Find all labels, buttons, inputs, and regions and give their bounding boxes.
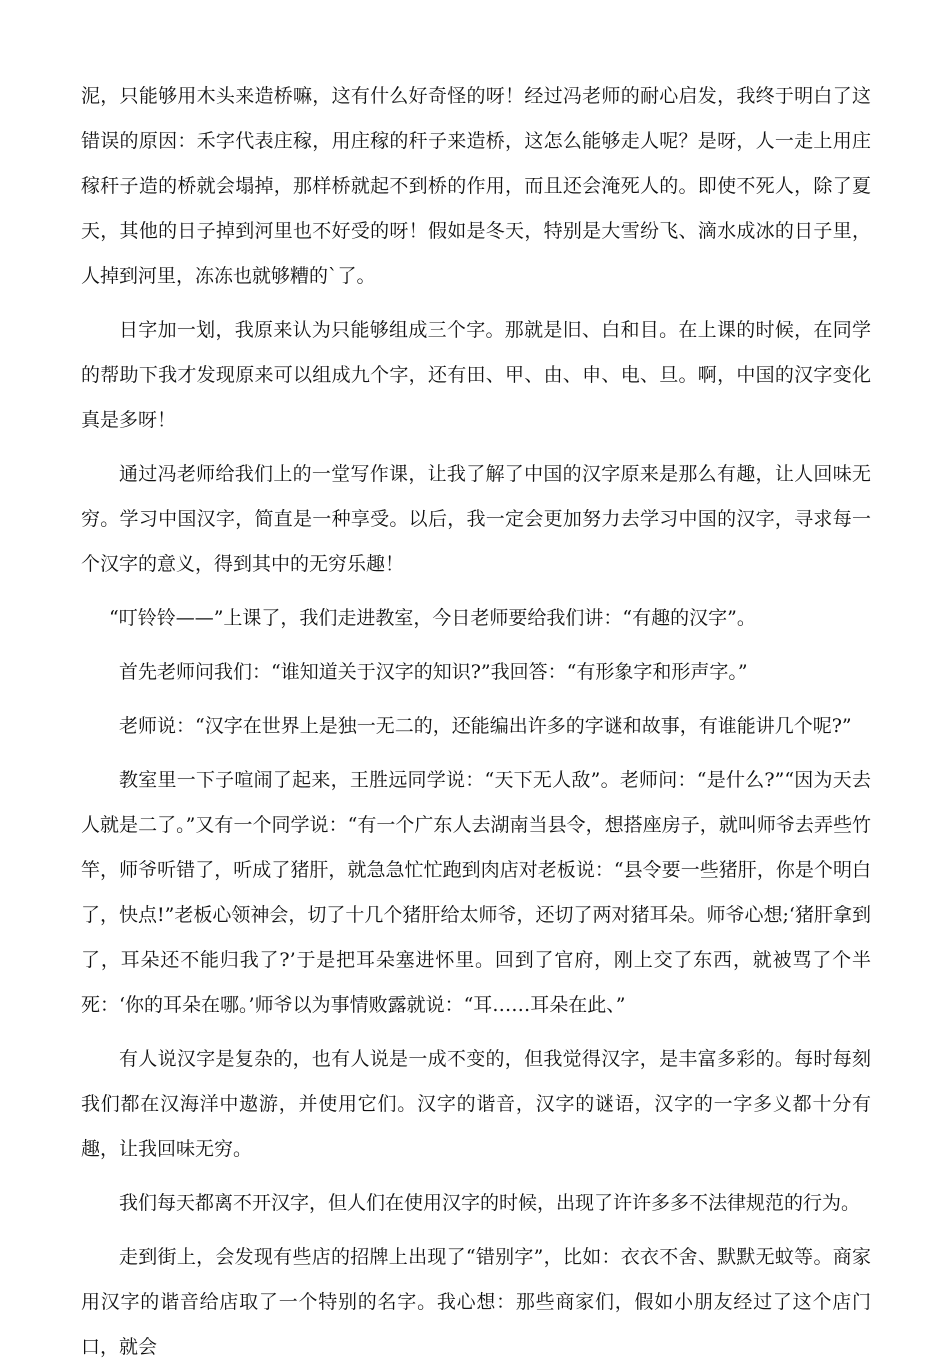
paragraph-8: 有人说汉字是复杂的，也有人说是一成不变的，但我觉得汉字，是丰富多彩的。每时每刻我们都在汉海洋中遨游，并使用它们。汉字的谐音，汉字的谜语，汉字的一字多义都十分有趣，让我回味无穷。 <box>81 1048 871 1160</box>
paragraph-2: 日字加一划，我原来认为只能够组成三个字。那就是旧、白和目。在上课的时候，在同学的帮助下我才发现原来可以组成九个字，还有田、甲、由、申、电、旦。啊，中国的汉字变化真是多呀！ <box>81 319 871 431</box>
paragraph-4: “叮铃铃——”上课了，我们走进教室，今日老师要给我们讲：“有趣的汉字”。 <box>109 607 756 629</box>
paragraph-3: 通过冯老师给我们上的一堂写作课，让我了解了中国的汉字原来是那么有趣，让人回味无穷。学习中国汉字，简直是一种享受。以后，我一定会更加努力去学习中国的汉字，寻求每一个汉字的意义，得到其中的无穷乐趣！ <box>81 463 871 575</box>
paragraph-7: 教室里一下子喧闹了起来，王胜远同学说：“天下无人敌”。老师问：“是什么?”“因为天去人就是二了。”又有一个同学说：“有一个广东人去湖南当县令，想搭座房子，就叫师爷去弄些竹竿，师爷听错了，听成了猪肝，就急急忙忙跑到肉店对老板说：“县令要一些猪肝，你是个明白了，快点!”老板心领神会，切了十几个猪肝给太师爷，还切了两对猪耳朵。师爷心想;‘猪肝拿到了，耳朵还不能归我了?’于是把耳朵塞进怀里。回到了官府，刚上交了东西，就被骂了个半死：‘你的耳朵在哪。’师爷以为事情败露就说：“耳……耳朵在此、” <box>81 769 871 1016</box>
document-body <box>81 74 871 1370</box>
paragraph-6: 老师说：“汉字在世界上是独一无二的，还能编出许多的字谜和故事，有谁能讲几个呢?” <box>119 715 852 737</box>
paragraph-1: 泥，只能够用木头来造桥嘛，这有什么好奇怪的呀！经过冯老师的耐心启发，我终于明白了这错误的原因：禾字代表庄稼，用庄稼的秆子来造桥，这怎么能够走人呢？是呀，人一走上用庄稼秆子造的桥就会塌掉，那样桥就起不到桥的作用，而且还会淹死人的。即使不死人，除了夏天，其他的日子掉到河里也不好受的呀！假如是冬天，特别是大雪纷飞、滴水成冰的日子里，人掉到河里，冻冻也就够糟的`了。 <box>81 85 871 287</box>
paragraph-5: 首先老师问我们：“谁知道关于汉字的知识?”我回答：“有形象字和形声字。” <box>119 661 748 683</box>
paragraph-9: 我们每天都离不开汉字，但人们在使用汉字的时候，出现了许许多多不法律规范的行为。 <box>119 1192 861 1214</box>
paragraph-10: 走到街上，会发现有些店的招牌上出现了“错别字”，比如：衣衣不舍、默默无蚊等。商家用汉字的谐音给店取了一个特别的名字。我心想：那些商家们，假如小朋友经过了这个店门口，就会 <box>81 1246 871 1358</box>
